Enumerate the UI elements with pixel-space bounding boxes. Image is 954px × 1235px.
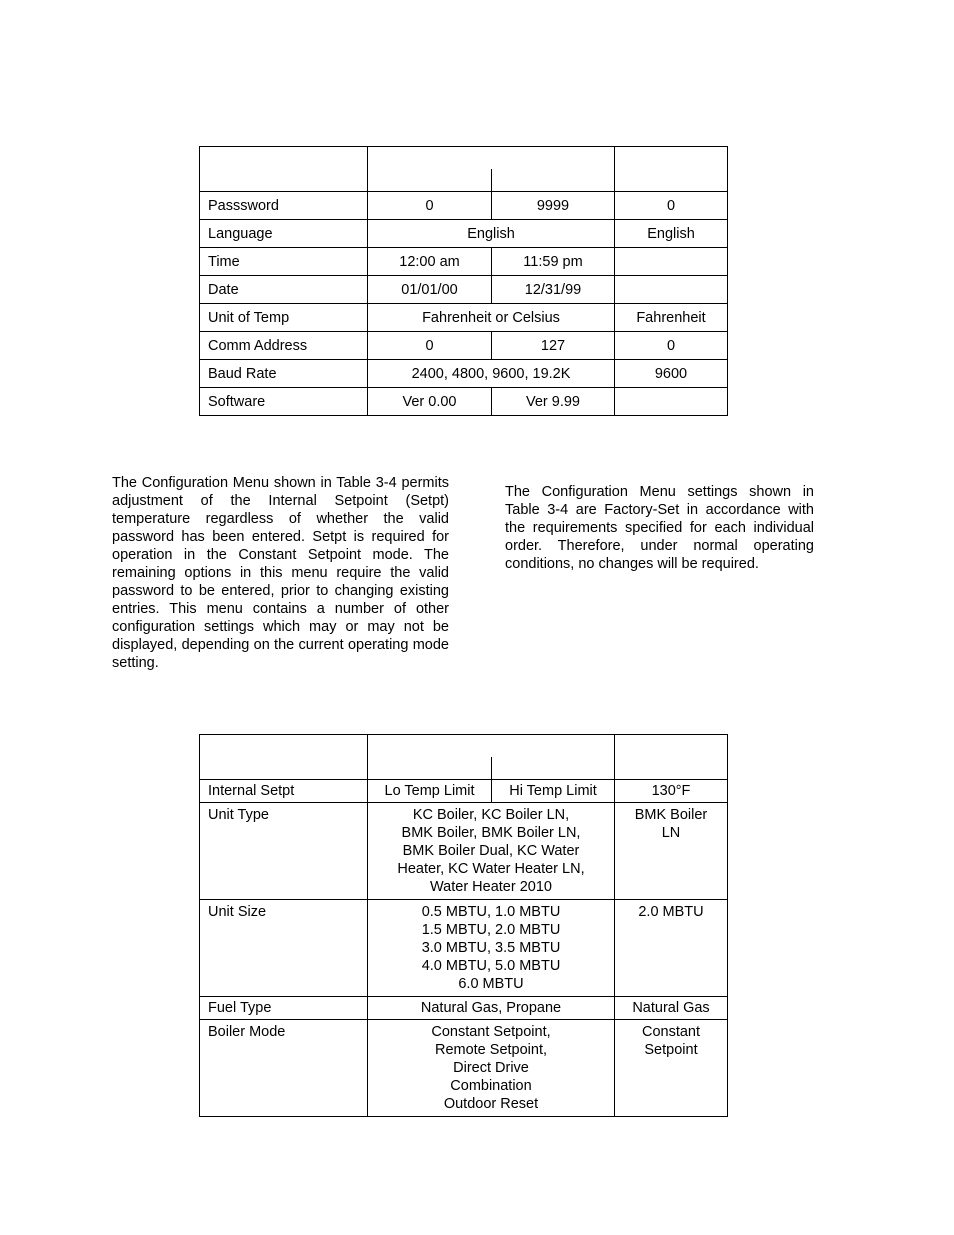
range-line: 0.5 MBTU, 1.0 MBTU bbox=[421, 904, 561, 920]
table-row bbox=[200, 276, 728, 304]
default-value bbox=[615, 803, 728, 900]
table-row bbox=[200, 780, 728, 803]
default-line: 2.0 MBTU bbox=[638, 904, 704, 920]
header-cell-min bbox=[368, 757, 492, 779]
default-line: Setpoint bbox=[644, 1042, 698, 1058]
range-line: BMK Boiler Dual, KC Water bbox=[402, 843, 580, 859]
item-name: Unit Type bbox=[200, 803, 368, 900]
default-value: Fahrenheit bbox=[615, 304, 728, 332]
table-row bbox=[200, 803, 728, 900]
range-line: Outdoor Reset bbox=[443, 1096, 539, 1112]
min-value: 12:00 am bbox=[368, 248, 492, 276]
item-name: Date bbox=[200, 276, 368, 304]
range-value bbox=[368, 803, 615, 900]
table-row bbox=[200, 192, 728, 220]
min-value: 0 bbox=[368, 192, 492, 220]
item-name: Internal Setpt bbox=[200, 780, 368, 803]
default-value: 0 bbox=[615, 192, 728, 220]
header-cell-item bbox=[200, 147, 368, 192]
table-row bbox=[200, 360, 728, 388]
range-line: BMK Boiler, BMK Boiler LN, bbox=[401, 825, 581, 841]
default-value: 9600 bbox=[615, 360, 728, 388]
item-name: Comm Address bbox=[200, 332, 368, 360]
min-value: 0 bbox=[368, 332, 492, 360]
range-value bbox=[368, 1020, 615, 1117]
table-row bbox=[200, 997, 728, 1020]
item-name: Time bbox=[200, 248, 368, 276]
default-line: Natural Gas bbox=[632, 1000, 710, 1016]
header-cell-default bbox=[615, 735, 728, 780]
min-value: Lo Temp Limit bbox=[368, 780, 492, 803]
default-value bbox=[615, 1020, 728, 1117]
item-name: Software bbox=[200, 388, 368, 416]
item-name: Fuel Type bbox=[200, 997, 368, 1020]
max-value: 11:59 pm bbox=[492, 248, 615, 276]
table-row bbox=[200, 900, 728, 997]
range-line: 1.5 MBTU, 2.0 MBTU bbox=[421, 922, 561, 938]
default-line: BMK Boiler bbox=[634, 807, 708, 823]
default-value bbox=[615, 780, 728, 803]
paragraph-right: The Configuration Menu settings shown in Table 3-4 are Factory-Set in accordance with the requirements specified for each individual order. Therefore, under normal operating conditions, no changes will be required. bbox=[505, 484, 814, 572]
header-cell-min bbox=[368, 169, 492, 191]
default-line: LN bbox=[661, 825, 681, 841]
header-cell-range bbox=[368, 735, 615, 780]
header-cell-max bbox=[492, 735, 615, 779]
table-row bbox=[200, 220, 728, 248]
configuration-menu-table bbox=[199, 734, 728, 1117]
default-value bbox=[615, 997, 728, 1020]
default-value bbox=[615, 900, 728, 997]
range-value: Fahrenheit or Celsius bbox=[368, 304, 615, 332]
max-value: Hi Temp Limit bbox=[492, 780, 615, 803]
default-value: 0 bbox=[615, 332, 728, 360]
table-row bbox=[200, 388, 728, 416]
range-line: Water Heater 2010 bbox=[430, 879, 552, 895]
max-value: 9999 bbox=[492, 192, 615, 220]
table-row bbox=[200, 332, 728, 360]
table-row bbox=[200, 1020, 728, 1117]
header-cell-default bbox=[615, 147, 728, 192]
range-value: 2400, 4800, 9600, 19.2K bbox=[368, 360, 615, 388]
item-name: Unit of Temp bbox=[200, 304, 368, 332]
default-line: Constant bbox=[641, 1024, 701, 1040]
max-value: 127 bbox=[492, 332, 615, 360]
max-value: 12/31/99 bbox=[492, 276, 615, 304]
default-value bbox=[615, 248, 728, 276]
default-value: English bbox=[615, 220, 728, 248]
range-line: Direct Drive bbox=[453, 1060, 529, 1076]
max-value: Ver 9.99 bbox=[492, 388, 615, 416]
default-line: 130°F bbox=[651, 783, 691, 799]
table-header-row bbox=[200, 735, 728, 780]
header-cell-max bbox=[492, 147, 615, 191]
operating-menu-table bbox=[199, 146, 728, 416]
range-line: 3.0 MBTU, 3.5 MBTU bbox=[421, 940, 561, 956]
table-header-row bbox=[200, 147, 728, 192]
range-value: English bbox=[368, 220, 615, 248]
min-value: 01/01/00 bbox=[368, 276, 492, 304]
paragraph-left: The Configuration Menu shown in Table 3-4 permits adjustment of the Internal Setpoint (Setpt) temperature regardless of whether the valid password has been entered. Setpt is required for operation in the Constant Setpoint mode. The remaining options in this menu require the valid password to be entered, prior to changing existing entries. This menu contains a number of other configuration settings which may or may not be displayed, depending on the current operating mode setting. bbox=[112, 475, 449, 671]
range-line: Constant Setpoint, bbox=[431, 1024, 551, 1040]
range-line: Natural Gas, Propane bbox=[420, 1000, 562, 1016]
range-line: KC Boiler, KC Boiler LN, bbox=[412, 807, 570, 823]
table-row bbox=[200, 248, 728, 276]
min-value: Ver 0.00 bbox=[368, 388, 492, 416]
default-value bbox=[615, 276, 728, 304]
range-line: 4.0 MBTU, 5.0 MBTU bbox=[421, 958, 561, 974]
item-name: Passsword bbox=[200, 192, 368, 220]
item-name: Language bbox=[200, 220, 368, 248]
default-value bbox=[615, 388, 728, 416]
range-value bbox=[368, 997, 615, 1020]
header-cell-item bbox=[200, 735, 368, 780]
table-row bbox=[200, 304, 728, 332]
item-name: Baud Rate bbox=[200, 360, 368, 388]
range-line: Remote Setpoint, bbox=[434, 1042, 548, 1058]
range-value bbox=[368, 900, 615, 997]
range-line: Combination bbox=[450, 1078, 532, 1094]
header-cell-range bbox=[368, 147, 615, 192]
item-name: Unit Size bbox=[200, 900, 368, 997]
range-line: Heater, KC Water Heater LN, bbox=[397, 861, 585, 877]
item-name: Boiler Mode bbox=[200, 1020, 368, 1117]
range-line: 6.0 MBTU bbox=[458, 976, 524, 992]
